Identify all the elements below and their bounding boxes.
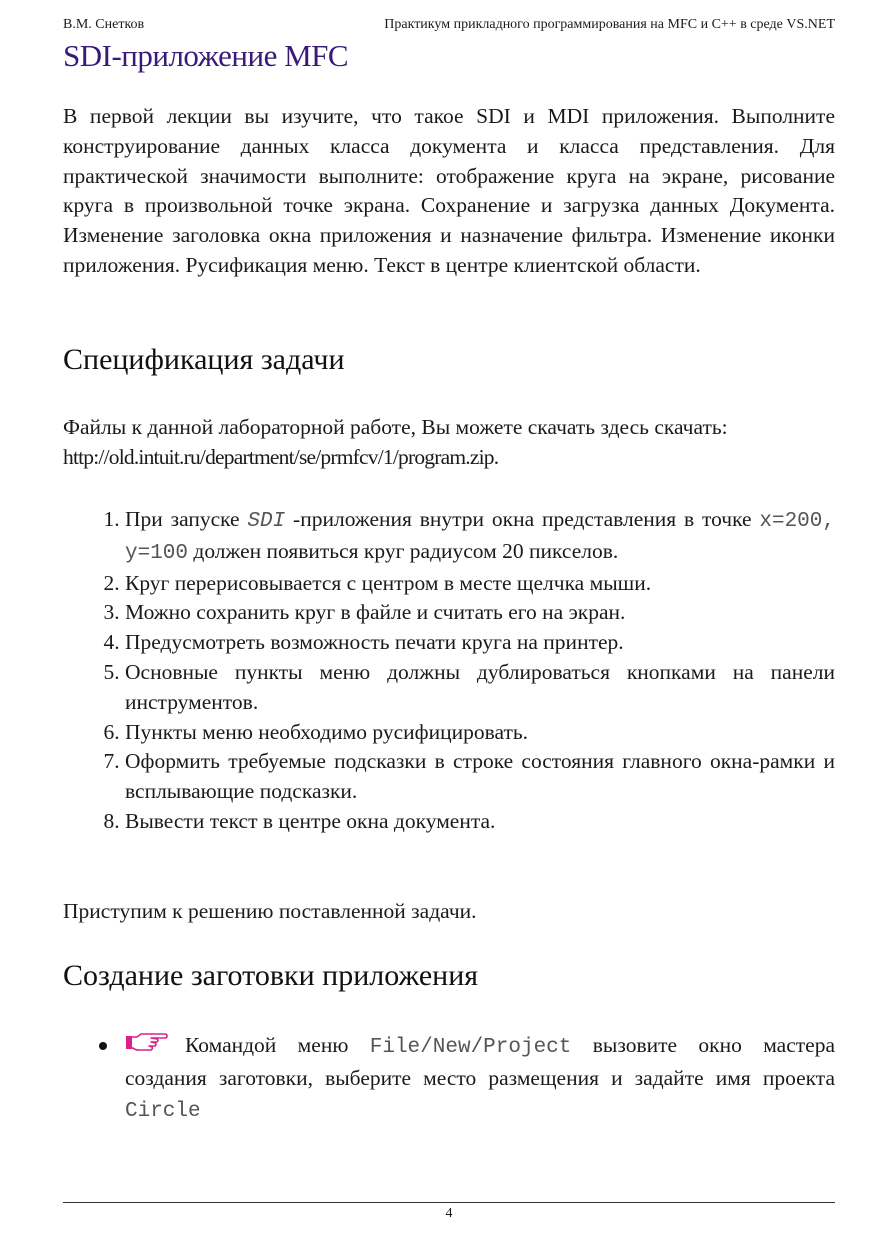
list-item [125, 1030, 835, 1127]
step-1-text-start: Командой меню [185, 1033, 370, 1057]
section-heading-spec: Спецификация задачи [63, 343, 345, 376]
task-1-text-start: При запуске [125, 507, 248, 531]
code-x-coord: x=200, [759, 510, 835, 533]
code-project-name: Circle [125, 1100, 201, 1123]
code-y-coord: y=100 [125, 541, 189, 565]
footer-divider [63, 1202, 835, 1203]
intro-paragraph: В первой лекции вы изучите, что такое SDI и MDI приложения. Выполните конструирование данных класса документа и класса представления. Для практической значимости выполните: отображение круга на экране, рисование круга в произвольной точке экрана. Сохранение и загрузка данных Документа. Изменение заголовка окна приложения и назначение фильтра. Изменение иконки приложения. Русификация меню. Текст в центре клиентской области. [63, 104, 835, 277]
list-item: 6. Пункты меню необходимо русифицировать. [125, 718, 835, 748]
list-item: 4. Предусмотреть возможность печати круга на принтер. [125, 628, 835, 658]
code-sdi: SDI [247, 510, 286, 533]
list-item: 5. Основные пункты меню должны дублироваться кнопками на панели инструментов. [125, 658, 835, 718]
header-author: В.М. Снетков [63, 17, 145, 32]
list-item: 8. Вывести текст в центре окна документа. [125, 807, 835, 837]
task-list [63, 505, 835, 837]
section-heading-create: Создание заготовки приложения [63, 959, 479, 992]
list-item: 7. Оформить требуемые подсказки в строке состояния главного окна-рамки и всплывающие подсказки. [125, 747, 835, 807]
pointing-hand-icon [125, 1031, 169, 1055]
running-header [63, 17, 835, 35]
task-1-text-end: должен появиться круг радиусом 20 пикселов. [188, 538, 619, 563]
list-item: 2. Круг перерисовывается с центром в месте щелчка мыши. [125, 569, 835, 599]
page-title: SDI-приложение MFC [63, 38, 349, 73]
document-page [63, 0, 835, 1241]
files-link[interactable]: http://old.intuit.ru/department/se/prmfcv/1/program.zip. [63, 444, 499, 469]
list-item [125, 505, 835, 569]
files-text: Файлы к данной лабораторной работе, Вы можете скачать здесь скачать: [63, 415, 728, 439]
header-course-title: Практикум прикладного программирования на MFC и C++ в среде VS.NET [384, 17, 835, 32]
step-1-text-mid: вызовите окно мастера создания заготовки, выберите место размещения и задайте имя проекта [125, 1033, 835, 1090]
closing-paragraph: Приступим к решению поставленной задачи. [63, 899, 477, 923]
code-menu-path: File/New/Project [369, 1036, 572, 1059]
files-paragraph [63, 413, 835, 472]
list-item: 3. Можно сохранить круг в файле и считать его на экран. [125, 598, 835, 628]
task-1-text-mid: -приложения внутри окна представления в точке [285, 507, 760, 531]
page-number: 4 [445, 1206, 453, 1221]
steps-list [63, 1030, 835, 1127]
